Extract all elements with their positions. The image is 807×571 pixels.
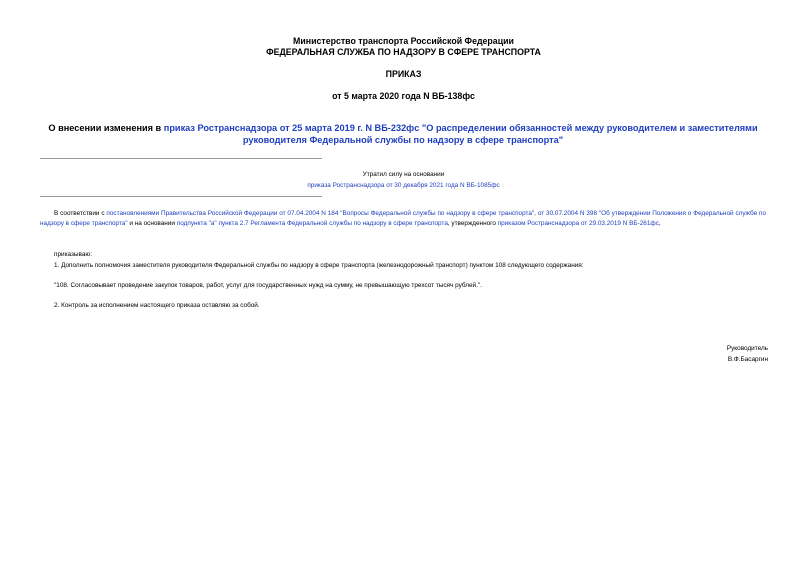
basis-text-1: В соответствии с bbox=[54, 210, 107, 217]
ministry-heading: Министерство транспорта Российской Федерации bbox=[293, 36, 514, 46]
title-amended-order-link[interactable]: приказ Ространснадзора от 25 марта 2019 г. N ВБ-232фс "О распределении обязанностей между руководителем и заместителями руководителя Федеральной службы по надзору в сфере транспорта" bbox=[163, 123, 758, 145]
signature-position: Руководитель bbox=[726, 345, 768, 352]
basis-text-4: , bbox=[658, 220, 661, 227]
order-item-108-text: "108. Согласовывает проведение закупок товаров, работ, услуг для государственных нужд на сумму, не превышающую трехсот тысяч рублей.". bbox=[54, 282, 482, 289]
order-item-1: 1. Дополнить полномочия заместителя руководителя Федеральной службы по надзору в сфере транспорта (железнодорожный транспорт) пунктом 108 следующего содержания: bbox=[54, 262, 584, 269]
divider-top bbox=[40, 158, 322, 159]
basis-text-3: , утвержденного bbox=[447, 220, 498, 227]
basis-regulation-link[interactable]: подпункта "а" пункта 2.7 Регламента Федеральной службы по надзору в сфере транспорта bbox=[176, 220, 448, 227]
signature-name: В.Ф.Басаргин bbox=[727, 356, 768, 363]
status-repealing-order-link[interactable]: приказа Ространснадзора от 30 декабря 2021 года N ВБ-1085фс bbox=[307, 182, 500, 189]
basis-order-link[interactable]: приказом Ространснадзора от 29.03.2019 N ВБ-261фс bbox=[497, 220, 659, 227]
service-heading: ФЕДЕРАЛЬНАЯ СЛУЖБА ПО НАДЗОРУ В СФЕРЕ ТРАНСПОРТА bbox=[266, 47, 541, 57]
document-type: ПРИКАЗ bbox=[385, 69, 422, 79]
order-item-2: 2. Контроль за исполнением настоящего приказа оставляю за собой. bbox=[54, 302, 260, 309]
basis-resolutions-link[interactable]: постановлениями Правительства Российской Федерации от 07.04.2004 N 184 "Вопросы Федеральной службы по надзору в сфере транспорта", от 30.07.2004 N 398 "Об утверждении Положения о Федеральной службе по надзору в сфере транспорта" bbox=[40, 210, 767, 227]
basis-text-2: и на основании bbox=[127, 220, 177, 227]
document-date-number: от 5 марта 2020 года N ВБ-138фс bbox=[332, 91, 475, 101]
title-prefix: О внесении изменения в bbox=[48, 123, 164, 133]
legal-basis-paragraph bbox=[40, 209, 766, 229]
divider-bottom bbox=[40, 196, 322, 197]
status-note: Утратил силу на основании bbox=[362, 171, 445, 178]
order-word: приказываю: bbox=[54, 251, 92, 258]
document-title bbox=[40, 122, 766, 146]
